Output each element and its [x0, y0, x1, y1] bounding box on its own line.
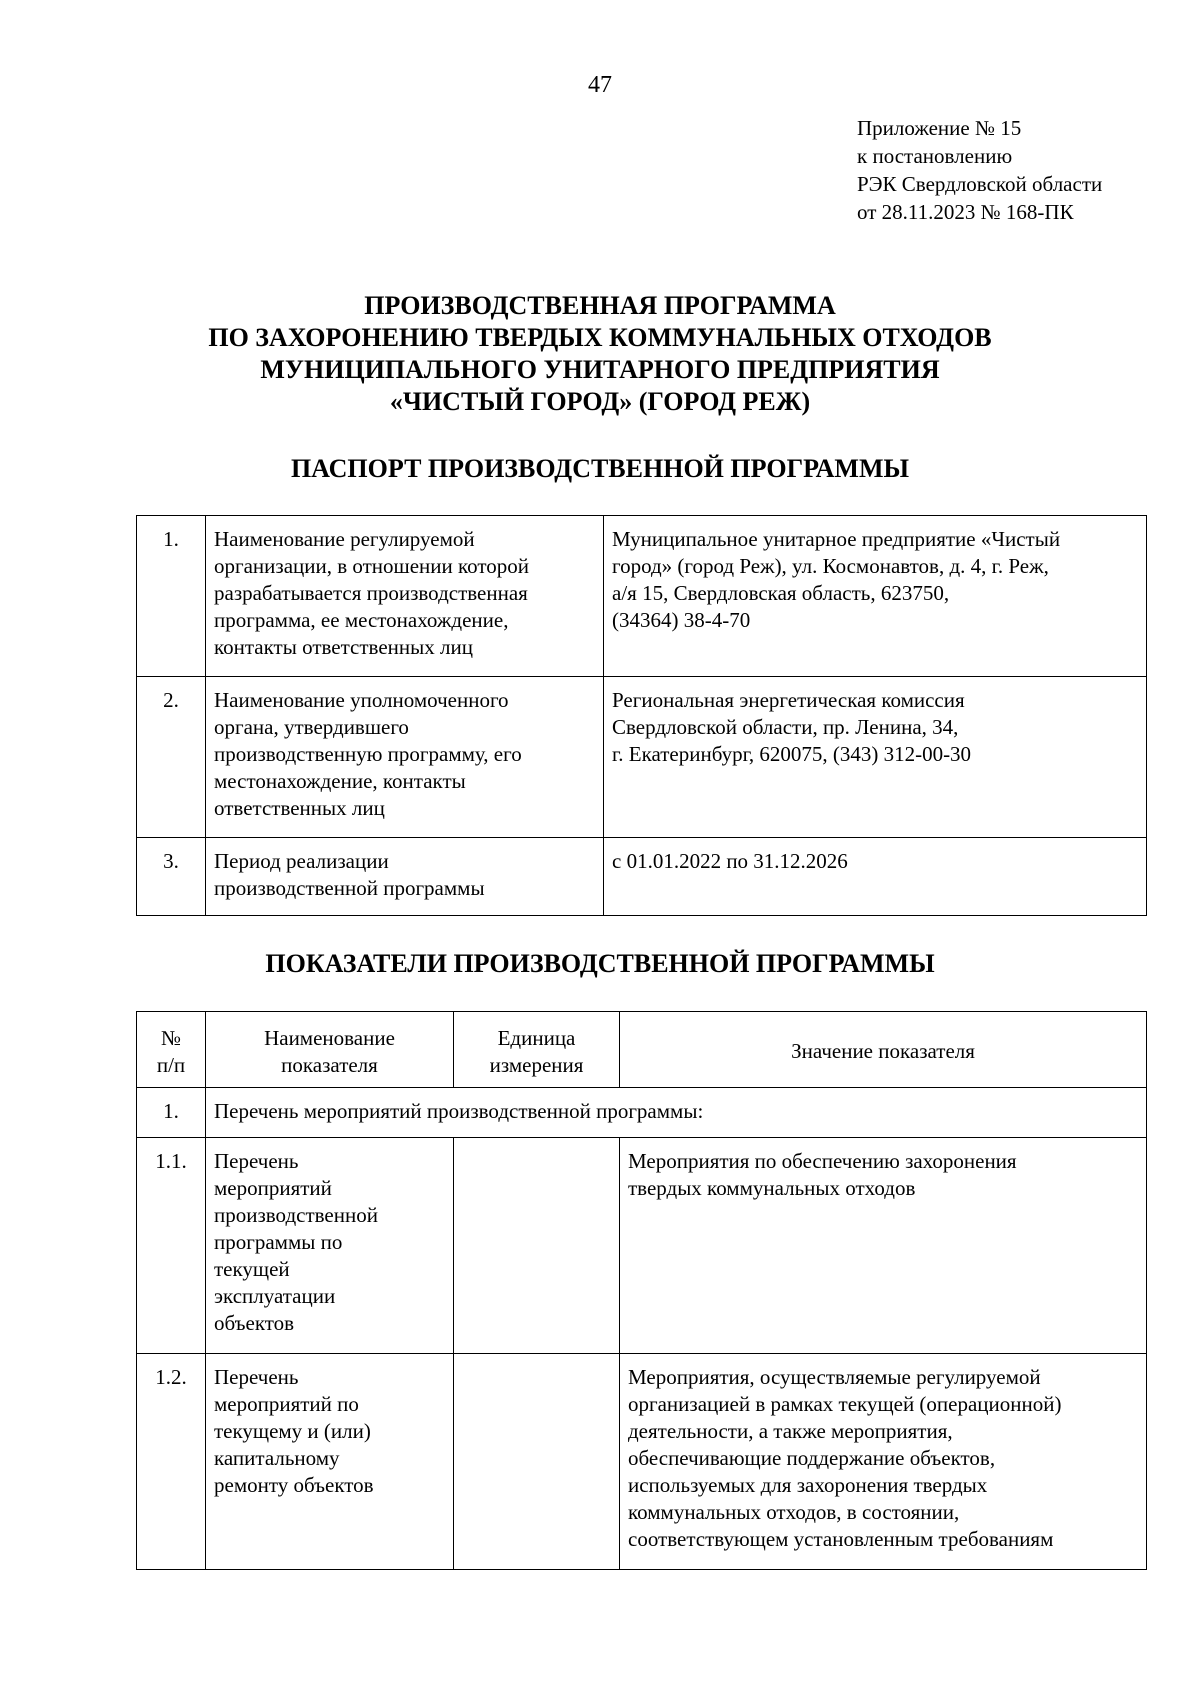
column-header-name: Наименование показателя [206, 1012, 454, 1088]
page-number: 47 [588, 72, 612, 98]
column-header-unit: Единица измерения [454, 1012, 620, 1088]
indicator-row-number: 1.1. [137, 1138, 206, 1354]
appendix-line: от 28.11.2023 № 168-ПК [857, 200, 1074, 224]
title-line: ПРОИЗВОДСТВЕННАЯ ПРОГРАММА [364, 291, 836, 320]
column-header-number: № п/п [137, 1012, 206, 1088]
indicator-row-value: Мероприятия по обеспечению захоронения твердых коммунальных отходов [620, 1138, 1147, 1354]
passport-row-value: с 01.01.2022 по 31.12.2026 [604, 838, 1147, 916]
passport-row [137, 677, 1147, 838]
passport-row [137, 516, 1147, 677]
title-line: МУНИЦИПАЛЬНОГО УНИТАРНОГО ПРЕДПРИЯТИЯ [260, 355, 940, 384]
indicator-row-name: Перечень мероприятий производственной программы по текущей эксплуатации объектов [206, 1138, 454, 1354]
appendix-line: Приложение № 15 [857, 116, 1022, 140]
title-line: ПО ЗАХОРОНЕНИЮ ТВЕРДЫХ КОММУНАЛЬНЫХ ОТХОДОВ [208, 323, 992, 352]
passport-row-label: Наименование регулируемой организации, в отношении которой разрабатывается производственная программа, ее местонахождение, контакты ответственных лиц [206, 516, 604, 677]
indicators-header-row [137, 1012, 1147, 1088]
passport-row-value: Муниципальное унитарное предприятие «Чистый город» (город Реж), ул. Космонавтов, д. 4, г. Реж, а/я 15, Свердловская область, 623750, (34364) 38-4-70 [604, 516, 1147, 677]
indicators-row [137, 1138, 1147, 1354]
passport-row-number: 2. [137, 677, 206, 838]
appendix-line: к постановлению [857, 144, 1013, 168]
appendix-block [857, 114, 1102, 226]
indicator-row-number: 1.2. [137, 1354, 206, 1570]
passport-table [136, 515, 1147, 916]
indicators-table [136, 1011, 1147, 1570]
section-row-text: Перечень мероприятий производственной программы: [206, 1088, 1147, 1138]
passport-heading: ПАСПОРТ ПРОИЗВОДСТВЕННОЙ ПРОГРАММЫ [290, 454, 910, 483]
passport-row-number: 3. [137, 838, 206, 916]
passport-row-label: Наименование уполномоченного органа, утвердившего производственную программу, его местонахождение, контакты ответственных лиц [206, 677, 604, 838]
indicator-row-unit [454, 1354, 620, 1570]
indicators-section-row [137, 1088, 1147, 1138]
indicator-row-value: Мероприятия, осуществляемые регулируемой организацией в рамках текущей (операционной) деятельности, а также мероприятия, обеспечивающие поддержание объектов, используемых для захоронения твердых коммунальных отходов, в состоянии, соответствующем установленным требованиям [620, 1354, 1147, 1570]
passport-row-label: Период реализации производственной программы [206, 838, 604, 916]
indicators-row [137, 1354, 1147, 1570]
section-row-number: 1. [137, 1088, 206, 1138]
passport-row-number: 1. [137, 516, 206, 677]
passport-row-value: Региональная энергетическая комиссия Свердловской области, пр. Ленина, 34, г. Екатеринбург, 620075, (343) 312-00-30 [604, 677, 1147, 838]
title-line: «ЧИСТЫЙ ГОРОД» (ГОРОД РЕЖ) [389, 387, 811, 416]
appendix-line: РЭК Свердловской области [857, 172, 1103, 196]
passport-row [137, 838, 1147, 916]
column-header-value: Значение показателя [620, 1012, 1147, 1088]
indicator-row-name: Перечень мероприятий по текущему и (или) капитальному ремонту объектов [206, 1354, 454, 1570]
indicator-row-unit [454, 1138, 620, 1354]
document-title [0, 290, 1200, 418]
indicators-heading: ПОКАЗАТЕЛИ ПРОИЗВОДСТВЕННОЙ ПРОГРАММЫ [265, 949, 935, 978]
